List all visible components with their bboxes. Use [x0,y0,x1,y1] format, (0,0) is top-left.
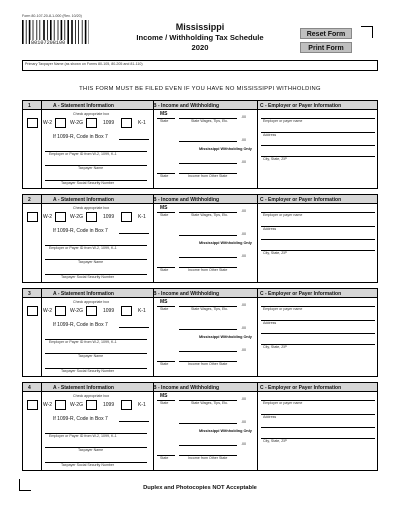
col-a-header: A - Statement Information [53,102,114,109]
taxpayer-name-label: Taxpayer Name [78,166,104,170]
col-c-header: C - Employer or Payer Information [260,384,342,391]
employer-id-label: Employer or Payer ID from W-2, 1099, K-1 [49,152,117,156]
section-header [23,289,377,298]
col-b-header: B - Income and Withholding [153,290,220,297]
other-income-field[interactable] [179,163,237,164]
barcode-bar [82,20,83,44]
w2-checkbox[interactable] [27,400,38,410]
w2-label: W-2 [43,402,53,408]
dollar-cents: .00 [241,420,246,424]
k1-checkbox[interactable] [121,400,132,410]
ms-withholding-label: Mississippi Withholding Only [199,147,252,151]
address-line-2[interactable] [261,427,375,428]
barcode-bar [75,20,76,44]
w2-label: W-2 [43,120,53,126]
other-income-label: Income from Other State [188,456,228,460]
address-line-1[interactable] [261,226,375,227]
section-number: 3 [28,290,31,297]
form-number: Form 80-107-20-8-1-000 (Rev. 10/20) [22,14,82,18]
other-income-label: Income from Other State [188,362,228,366]
barcode-bar [67,20,69,44]
other-income-field[interactable] [179,351,237,352]
other-income-label: Income from Other State [188,268,228,272]
w2g-label: W-2G [70,402,83,408]
address-label: Address [263,415,277,419]
w2g-label: W-2G [70,308,83,314]
ms-withholding-field[interactable] [179,423,237,424]
divider [41,101,42,188]
state-ms-value: MS [160,205,168,211]
other-state-label: State [160,456,169,460]
taxpayer-ssn-label: Taxpayer Social Security Number [61,275,115,279]
primary-taxpayer-name-label: Primary Taxpayer Name (as shown on Forms 80-105, 80-205 and 81-110) [25,62,143,66]
state-label: State [160,307,169,311]
dollar-cents: .00 [241,303,246,307]
other-income-field[interactable] [179,445,237,446]
dollar-cents: .00 [241,442,246,446]
dollar-cents: .00 [241,254,246,258]
f1099-checkbox[interactable] [86,118,97,128]
k1-checkbox[interactable] [121,306,132,316]
divider [257,101,258,188]
dollar-cents: .00 [241,160,246,164]
taxpayer-name-label: Taxpayer Name [78,448,104,452]
col-c-header: C - Employer or Payer Information [260,290,342,297]
divider [153,383,154,470]
code-box7-field[interactable] [119,139,149,140]
w2g-label: W-2G [70,120,83,126]
other-income-label: Income from Other State [188,174,228,178]
other-state-label: State [160,268,169,272]
w2g-checkbox[interactable] [55,212,66,222]
section-header [23,101,377,110]
dollar-cents: .00 [241,397,246,401]
primary-taxpayer-name-field[interactable] [22,60,378,71]
statement-section-3 [22,288,378,377]
statement-section-4 [22,382,378,471]
section-header [23,195,377,204]
employer-payer-name-label: Employer or payer name [263,213,303,217]
w2g-checkbox[interactable] [55,400,66,410]
k1-checkbox[interactable] [121,118,132,128]
title-state: Mississippi [175,22,225,32]
ms-withholding-label: Mississippi Withholding Only [199,429,252,433]
statement-section-1 [22,100,378,189]
state-label: State [160,401,169,405]
barcode-bar [26,20,27,44]
f1099-checkbox[interactable] [86,306,97,316]
k1-label: K-1 [138,402,146,408]
other-income-field[interactable] [179,257,237,258]
form-title [100,22,300,52]
w2g-checkbox[interactable] [55,306,66,316]
address-line-2[interactable] [261,333,375,334]
dollar-cents: .00 [241,326,246,330]
check-box-label: Check appropriate box [73,300,110,304]
address-line-2[interactable] [261,239,375,240]
taxpayer-ssn-label: Taxpayer Social Security Number [61,369,115,373]
state-ms-value: MS [160,299,168,305]
code-box7-label: If 1099-R, Code in Box 7 [53,322,108,328]
section-number: 1 [28,102,31,109]
w2-label: W-2 [43,308,53,314]
title-year: 2020 [191,43,209,52]
ms-withholding-label: Mississippi Withholding Only [199,241,252,245]
other-state-label: State [160,174,169,178]
divider [153,195,154,282]
state-wages-label: State Wages, Tips, Etc. [191,213,229,217]
code-box7-label: If 1099-R, Code in Box 7 [53,134,108,140]
divider [257,383,258,470]
f1099-label: 1099 [103,120,115,126]
state-wages-label: State Wages, Tips, Etc. [191,307,229,311]
code-box7-field[interactable] [119,421,149,422]
reset-form-button[interactable]: Reset Form [300,28,352,39]
w2-label: W-2 [43,214,53,220]
w2-checkbox[interactable] [27,118,38,128]
state-ms-value: MS [160,393,168,399]
address-label: Address [263,227,277,231]
state-ms-value: MS [160,111,168,117]
barcode-bar [85,20,87,44]
dollar-cents: .00 [241,232,246,236]
address-line-2[interactable] [261,145,375,146]
section-number: 4 [28,384,31,391]
section-header [23,383,377,392]
barcode-bar [22,20,24,44]
divider [41,289,42,376]
col-a-header: A - Statement Information [53,290,114,297]
state-label: State [160,119,169,123]
check-box-label: Check appropriate box [73,112,110,116]
barcode-number: 80107208100 [31,40,66,46]
corner-mark-top-right [361,26,373,38]
divider [257,289,258,376]
title-form: Income / Withholding Tax Schedule [136,33,264,42]
code-box7-field[interactable] [119,327,149,328]
col-b-header: B - Income and Withholding [153,102,220,109]
address-label: Address [263,133,277,137]
city-state-zip-label: City, State, ZIP [263,439,287,443]
state-wages-label: State Wages, Tips, Etc. [191,401,229,405]
section-number: 2 [28,196,31,203]
employer-payer-name-label: Employer or payer name [263,119,303,123]
k1-label: K-1 [138,308,146,314]
barcode-bar [78,20,79,44]
taxpayer-ssn-label: Taxpayer Social Security Number [61,463,115,467]
employer-id-label: Employer or Payer ID from W-2, 1099, K-1 [49,434,117,438]
employer-id-label: Employer or Payer ID from W-2, 1099, K-1 [49,246,117,250]
col-b-header: B - Income and Withholding [153,384,220,391]
city-state-zip-label: City, State, ZIP [263,157,287,161]
filing-notice: THIS FORM MUST BE FILED EVEN IF YOU HAVE NO MISSISSIPPI WITHHOLDING [79,86,321,92]
ms-withholding-label: Mississippi Withholding Only [199,335,252,339]
f1099-checkbox[interactable] [86,212,97,222]
col-a-header: A - Statement Information [53,196,114,203]
employer-id-label: Employer or Payer ID from W-2, 1099, K-1 [49,340,117,344]
w2-checkbox[interactable] [27,306,38,316]
f1099-label: 1099 [103,308,115,314]
col-c-header: C - Employer or Payer Information [260,102,342,109]
state-wages-label: State Wages, Tips, Etc. [191,119,229,123]
code-box7-label: If 1099-R, Code in Box 7 [53,416,108,422]
ms-withholding-field[interactable] [179,235,237,236]
divider [153,101,154,188]
address-label: Address [263,321,277,325]
k1-label: K-1 [138,214,146,220]
address-line-1[interactable] [261,414,375,415]
col-b-header: B - Income and Withholding [153,196,220,203]
taxpayer-name-label: Taxpayer Name [78,354,104,358]
statement-section-2 [22,194,378,283]
taxpayer-ssn-label: Taxpayer Social Security Number [61,181,115,185]
dollar-cents: .00 [241,138,246,142]
footer-notice: Duplex and Photocopies NOT Acceptable [143,485,257,491]
city-state-zip-label: City, State, ZIP [263,251,287,255]
f1099-label: 1099 [103,402,115,408]
w2-checkbox[interactable] [27,212,38,222]
ms-withholding-field[interactable] [179,329,237,330]
divider [41,383,42,470]
check-box-label: Check appropriate box [73,394,110,398]
employer-payer-name-label: Employer or payer name [263,307,303,311]
f1099-checkbox[interactable] [86,400,97,410]
city-state-zip-label: City, State, ZIP [263,345,287,349]
k1-label: K-1 [138,120,146,126]
code-box7-field[interactable] [119,233,149,234]
address-line-1[interactable] [261,132,375,133]
other-state-label: State [160,362,169,366]
barcode-bar [71,20,73,44]
address-line-1[interactable] [261,320,375,321]
code-box7-label: If 1099-R, Code in Box 7 [53,228,108,234]
state-label: State [160,213,169,217]
w2g-label: W-2G [70,214,83,220]
dollar-cents: .00 [241,348,246,352]
divider [153,289,154,376]
f1099-label: 1099 [103,214,115,220]
print-form-button[interactable]: Print Form [300,42,352,53]
check-box-label: Check appropriate box [73,206,110,210]
col-c-header: C - Employer or Payer Information [260,196,342,203]
ms-withholding-field[interactable] [179,141,237,142]
k1-checkbox[interactable] [121,212,132,222]
divider [41,195,42,282]
w2g-checkbox[interactable] [55,118,66,128]
divider [257,195,258,282]
dollar-cents: .00 [241,209,246,213]
dollar-cents: .00 [241,115,246,119]
employer-payer-name-label: Employer or payer name [263,401,303,405]
col-a-header: A - Statement Information [53,384,114,391]
taxpayer-name-label: Taxpayer Name [78,260,104,264]
